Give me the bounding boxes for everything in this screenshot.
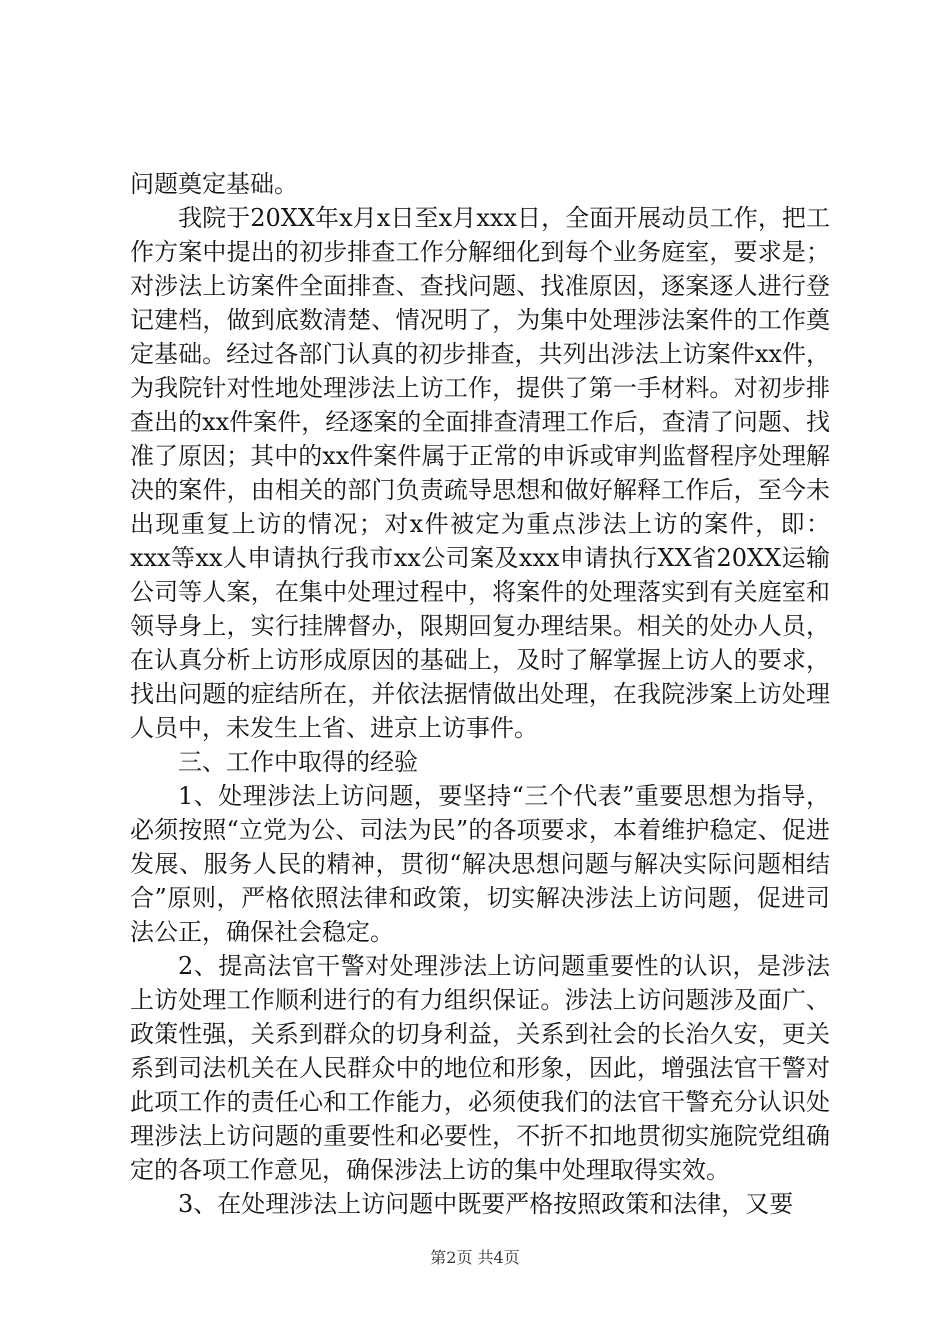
- paragraph-continuation: 问题奠定基础。: [130, 170, 298, 198]
- body-text: [130, 167, 830, 1221]
- paragraph-point-1: 1、处理涉法上访问题，要坚持“三个代表”重要思想为指导，必须按照“立党为公、司法为民”的各项要求，本着维护稳定、促进发展、服务人民的精神，贯彻“解决思想问题与解决实际问题相结合”原则，严格依照法律和政策，切实解决涉法上访问题，促进司法公正，确保社会稳定。: [130, 782, 830, 946]
- paragraph-point-2: 2、提高法官干警对处理涉法上访问题重要性的认识，是涉法上访处理工作顺利进行的有力组织保证。涉法上访问题涉及面广、政策性强，关系到群众的切身利益，关系到社会的长治久安，更关系到司法机关在人民群众中的地位和形象，因此，增强法官干警对此项工作的责任心和工作能力，必须使我们的法官干警充分认识处理涉法上访问题的重要性和必要性，不折不扣地贯彻实施院党组确定的各项工作意见，确保涉法上访的集中处理取得实效。: [130, 952, 830, 1184]
- paragraph-investigation: 我院于20XX年x月x日至x月xxx日，全面开展动员工作，把工作方案中提出的初步排查工作分解细化到每个业务庭室，要求是；对涉法上访案件全面排查、查找问题、找准原因，逐案逐人进行登记建档，做到底数清楚、情况明了，为集中处理涉法案件的工作奠定基础。经过各部门认真的初步排查，共列出涉法上访案件xx件，为我院针对性地处理涉法上访工作，提供了第一手材料。对初步排查出的xx件案件，经逐案的全面排查清理工作后，查清了问题、找准了原因；其中的xx件案件属于正常的申诉或审判监督程序处理解决的案件，由相关的部门负责疏导思想和做好解释工作后，至今未出现重复上访的情况；对x件被定为重点涉法上访的案件，即：xxx等xx人申请执行我市xx公司案及xxx申请执行XX省20XX运输公司等人案，在集中处理过程中，将案件的处理落实到有关庭室和领导身上，实行挂牌督办，限期回复办理结果。相关的处办人员，在认真分析上访形成原因的基础上，及时了解掌握上访人的要求，找出问题的症结所在，并依法据情做出处理，在我院涉案上访处理人员中，未发生上省、进京上访事件。: [130, 204, 830, 742]
- paragraph-point-3: 3、在处理涉法上访问题中既要严格按照政策和法律，又要: [178, 1190, 794, 1218]
- section-heading-experience: 三、工作中取得的经验: [178, 748, 418, 776]
- page-number-footer: 第2页 共4页: [430, 1248, 520, 1267]
